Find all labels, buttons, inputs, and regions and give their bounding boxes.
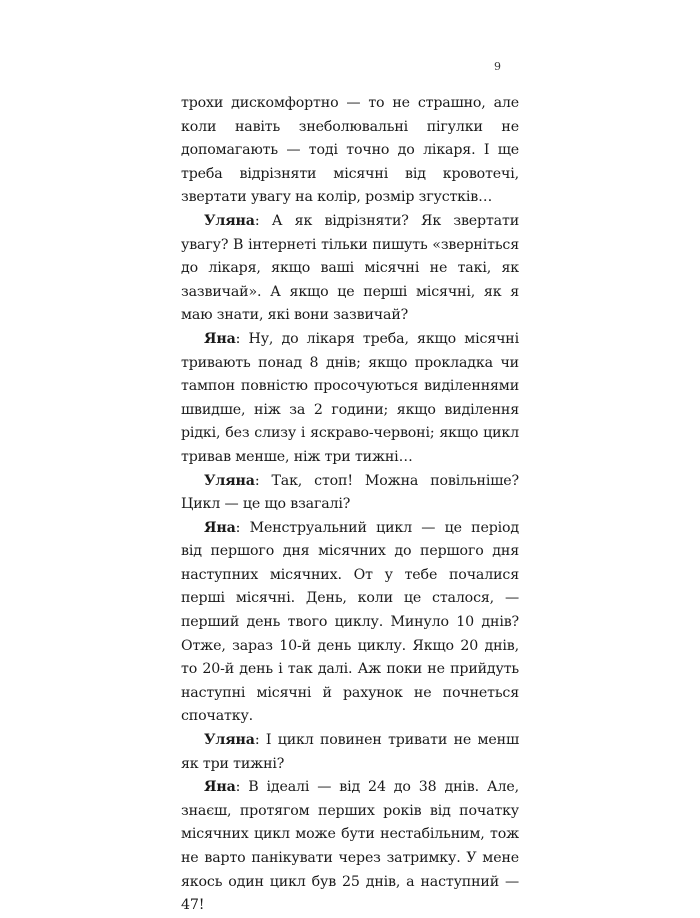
speaker-name: Уляна xyxy=(204,732,255,749)
paragraph-text: : Ну, до лікаря треба, якщо місячні тривають понад 8 днів; якщо прокладка чи тампон повністю просочуються виділеннями швидше, ніж за 2 години; якщо виділення рідкі, без слизу і яскраво-червоні; якщо цикл тривав менше, ніж три тижні… xyxy=(181,330,519,465)
page-number: 9 xyxy=(494,60,501,73)
paragraph xyxy=(181,517,519,729)
paragraph-text: : Менструальний цикл — це період від першого дня місячних до першого дня наступних місячних. От у тебе почалися перші місячні. День, коли це сталося, — перший день твого циклу. Минуло 10 днів? Отже, зараз 10-й день циклу. Якщо 20 днів, то 20-й день і так далі. Аж поки не прийдуть наступні місячні й рахунок не почнеться спочатку. xyxy=(181,519,519,725)
paragraph xyxy=(181,328,519,470)
paragraph-text: : Так, стоп! Можна повільніше? Цикл — це що взагалі? xyxy=(181,472,519,513)
paragraph xyxy=(181,92,519,210)
paragraph xyxy=(181,210,519,328)
speaker-name: Уляна xyxy=(204,472,255,489)
paragraph xyxy=(181,729,519,776)
dialogue-text xyxy=(181,92,519,918)
paragraph-text: : В ідеалі — від 24 до 38 днів. Але, знаєш, протягом перших років від початку місячних цикл може бути нестабільним, тож не варто панікувати через затримку. У мене якось один цикл був 25 днів, а наступний — 47! xyxy=(181,779,519,914)
paragraph xyxy=(181,470,519,517)
paragraph-text: : А як відрізняти? Як звертати увагу? В інтернеті тільки пишуть «зверніться до лікаря, якщо ваші місячні не такі, як зазвичай». А якщо це перші місячні, як я маю знати, які вони зазвичай? xyxy=(181,212,519,324)
paragraph-text: трохи дискомфортно — то не страшно, але коли навіть знеболювальні пігулки не допомагають — тоді точно до лікаря. І ще треба відрізняти місячні від кровотечі, звертати увагу на колір, розмір згустків… xyxy=(181,95,519,206)
speaker-name: Яна xyxy=(204,330,236,347)
paragraph-text: : І цикл повинен тривати не менш як три тижні? xyxy=(181,732,519,772)
speaker-name: Яна xyxy=(204,779,236,796)
paragraph xyxy=(181,776,519,918)
speaker-name: Яна xyxy=(204,519,236,536)
speaker-name: Уляна xyxy=(204,212,255,229)
